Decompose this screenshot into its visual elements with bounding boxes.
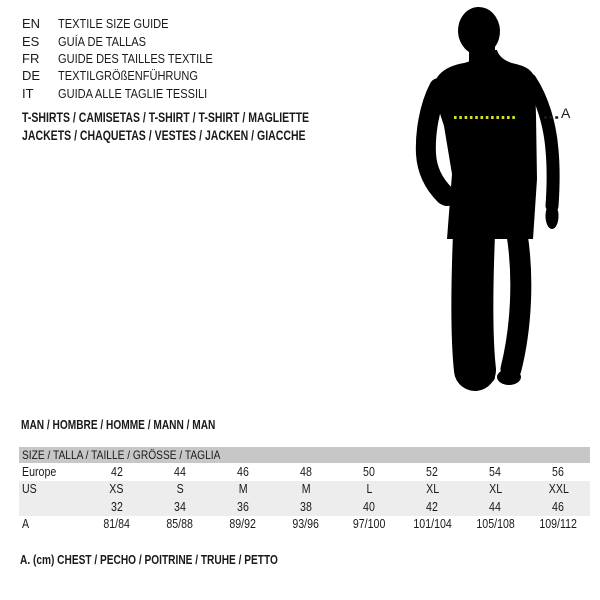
- size-table-header: SIZE / TALLA / TAILLE / GRÖSSE / TAGLIA: [22, 448, 221, 462]
- man-body: [426, 6, 559, 386]
- size-table: [19, 447, 590, 533]
- size-cell: 46: [236, 464, 249, 479]
- row-label: Europe: [22, 464, 57, 479]
- size-cell: 36: [236, 499, 249, 514]
- language-label: GUIDA ALLE TAGLIE TESSILI: [58, 85, 208, 101]
- language-label: GUIDE DES TAILLES TEXTILE: [58, 50, 213, 66]
- man-silhouette: [413, 4, 580, 394]
- size-cell: XL: [488, 482, 502, 497]
- size-cell: 105/108: [476, 517, 515, 532]
- size-cell: 42: [110, 464, 123, 479]
- language-row: [22, 67, 240, 84]
- language-row: [22, 32, 240, 49]
- size-cell: 89/92: [229, 517, 257, 532]
- size-cell: XXL: [548, 482, 569, 497]
- size-cell: 32: [110, 499, 123, 514]
- row-label: US: [22, 482, 37, 497]
- row-label: A: [22, 517, 30, 532]
- table-row-europe: [19, 463, 590, 481]
- size-cell: 56: [552, 464, 565, 479]
- language-code: IT: [22, 85, 34, 101]
- table-row-numeric: [19, 498, 590, 516]
- size-table-header-row: [19, 447, 590, 463]
- size-cell: 81/84: [103, 517, 130, 532]
- size-cell: M: [238, 482, 248, 497]
- size-cell: 97/100: [352, 517, 386, 532]
- language-row: [22, 85, 240, 102]
- size-cell: 54: [489, 464, 502, 479]
- language-code: EN: [22, 16, 41, 32]
- size-cell: 101/104: [412, 517, 452, 532]
- size-cell: M: [301, 482, 311, 497]
- table-row-us: [19, 481, 590, 499]
- language-label: GUÍA DE TALLAS: [58, 33, 147, 49]
- size-cell: 85/88: [166, 517, 193, 532]
- size-cell: 46: [552, 499, 565, 514]
- size-cell: XS: [109, 482, 124, 497]
- language-row: [22, 15, 240, 32]
- language-code: FR: [22, 50, 40, 66]
- language-label: TEXTILE SIZE GUIDE: [58, 16, 169, 32]
- size-cell: XL: [425, 482, 439, 497]
- size-cell: 40: [363, 499, 375, 514]
- size-cell: 109/112: [539, 517, 578, 532]
- measurement-a-label: A: [561, 105, 571, 121]
- language-code: ES: [22, 33, 40, 49]
- size-cell: 38: [300, 499, 312, 514]
- size-cell: 48: [300, 464, 312, 479]
- size-cell: 93/96: [292, 517, 320, 532]
- size-cell: 44: [173, 464, 186, 479]
- table-row-chest-a: [19, 516, 590, 534]
- section-heading-man: MAN / HOMBRE / HOMME / MANN / MAN: [21, 417, 216, 432]
- size-cell: 42: [426, 499, 439, 514]
- size-cell: L: [366, 482, 373, 497]
- size-cell: 34: [173, 499, 186, 514]
- language-code: DE: [22, 68, 41, 84]
- size-cell: 52: [426, 464, 439, 479]
- size-cell: S: [176, 482, 184, 497]
- language-row: [22, 50, 240, 67]
- measurement-footnote: A. (cm) CHEST / PECHO / POITRINE / TRUHE / PETTO: [20, 552, 278, 567]
- language-label: TEXTILGRÖßENFÜHRUNG: [58, 68, 198, 84]
- size-cell: 44: [489, 499, 502, 514]
- size-cell: 50: [363, 464, 375, 479]
- garment-types-jackets: JACKETS / CHAQUETAS / VESTES / JACKEN / GIACCHE: [22, 128, 306, 143]
- language-list: [22, 15, 240, 102]
- garment-types-tshirts: T-SHIRTS / CAMISETAS / T-SHIRT / T-SHIRT / MAGLIETTE: [22, 110, 310, 125]
